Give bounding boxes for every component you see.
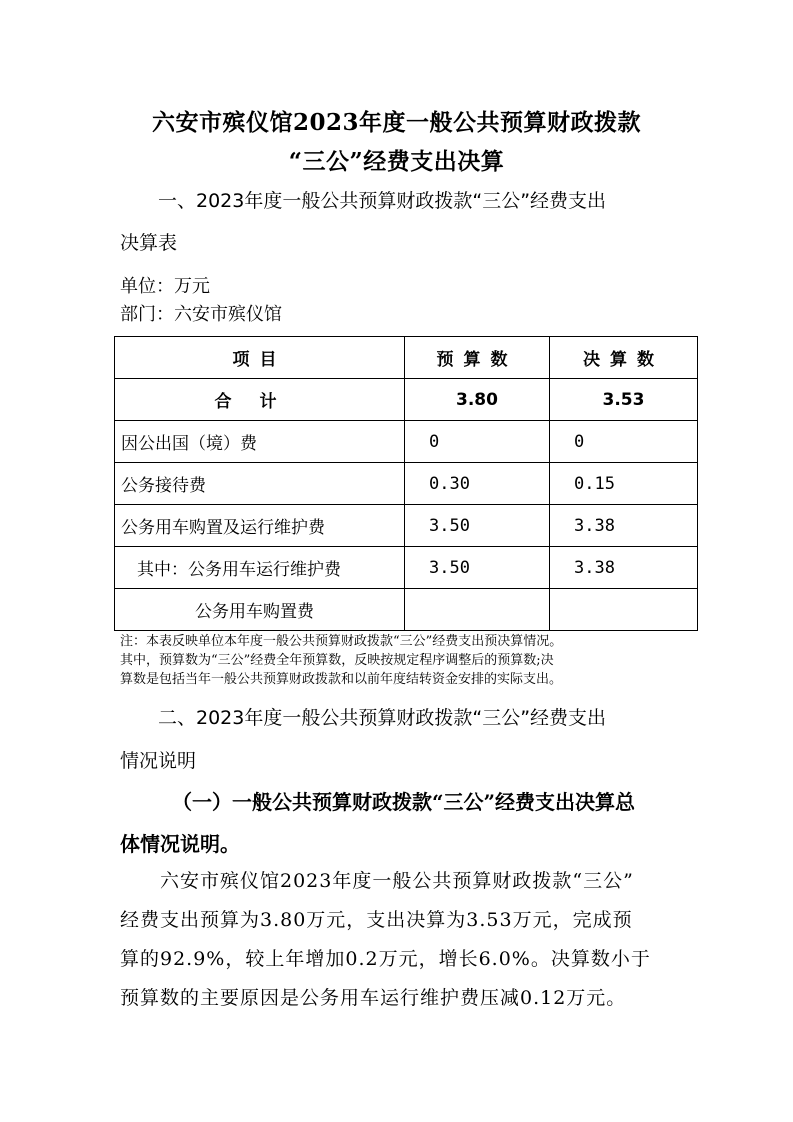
subsection1-heading: （一）一般公共预算财政拨款“三公”经费支出决算总 [172,790,636,814]
section1-heading: 一、2023年度一般公共预算财政拨款“三公”经费支出 [158,190,607,212]
header-budget: 预算数 [405,337,550,379]
row-budget: 0 [405,421,550,463]
row-item: 公务接待费 [115,463,405,505]
unit-label: 单位：万元 [120,276,210,297]
row-budget: 0.30 [405,463,550,505]
table-total-row [115,379,698,421]
expense-table [114,336,698,631]
header-item: 项目 [115,337,405,379]
total-budget: 3.80 [405,379,550,421]
note-line: 其中，预算数为“三公”经费全年预算数，反映按规定程序调整后的预算数;决 [120,653,554,668]
row-final: 3.38 [550,547,698,589]
total-final: 3.53 [550,379,698,421]
header-final: 决算数 [550,337,698,379]
paragraph-line: 六安市殡仪馆2023年度一般公共预算财政拨款“三公” [160,870,634,892]
section2-heading: 二、2023年度一般公共预算财政拨款“三公”经费支出 [158,707,607,729]
row-budget: 3.50 [405,505,550,547]
row-item: 因公出国（境）费 [115,421,405,463]
row-final: 3.38 [550,505,698,547]
table-row [115,589,698,631]
department-label: 部门：六安市殡仪馆 [120,304,282,325]
paragraph-line: 经费支出预算为3.80万元，支出决算为3.53万元，完成预 [120,909,633,931]
paragraph-line: 算的92.9%，较上年增加0.2万元，增长6.0%。决算数小于 [120,948,651,970]
row-final: 0 [550,421,698,463]
note-line: 算数是包括当年一般公共预算财政拨款和以前年度结转资金安排的实际支出。 [120,672,563,687]
table-row [115,505,698,547]
total-label: 合计 [115,379,405,421]
row-item: 公务用车购置及运行维护费 [115,505,405,547]
table-row [115,547,698,589]
row-final: 0.15 [550,463,698,505]
section2-heading-cont: 情况说明 [120,750,197,772]
table-header-row [115,337,698,379]
table-row [115,463,698,505]
table-row [115,421,698,463]
document-title-line2: “三公”经费支出决算 [288,148,505,175]
row-budget [405,589,550,631]
subsection1-heading-cont: 体情况说明。 [120,832,240,856]
summary-paragraph [120,862,680,1018]
row-item: 公务用车购置费 [115,589,405,631]
row-budget: 3.50 [405,547,550,589]
table-note [120,632,690,689]
document-title-line1: 六安市殡仪馆2023年度一般公共预算财政拨款 [151,109,641,136]
paragraph-line: 预算数的主要原因是公务用车运行维护费压减0.12万元。 [120,987,627,1009]
row-item: 其中：公务用车运行维护费 [115,547,405,589]
section1-heading-cont: 决算表 [120,232,178,254]
row-final [550,589,698,631]
note-line: 注：本表反映单位本年度一般公共预算财政拨款“三公”经费支出预决算情况。 [120,634,563,649]
